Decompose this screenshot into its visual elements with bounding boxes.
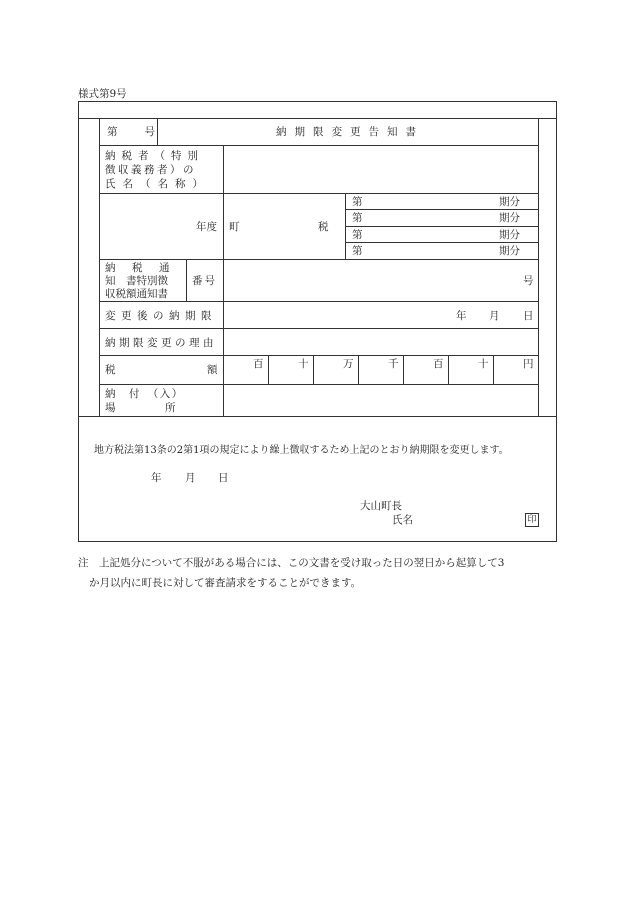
amount-unit: 十 <box>298 358 309 370</box>
issue-year-unit: 年 <box>151 472 162 484</box>
tax-label: 税 <box>318 221 329 233</box>
payment-place-label-line2: 場 所 <box>105 402 177 414</box>
number-field-label: 番号 <box>192 275 217 287</box>
amount-unit: 千 <box>388 358 399 370</box>
issuer-title: 大山町長 <box>360 500 402 512</box>
period-prefix: 第 <box>352 229 363 241</box>
number-suffix: 号 <box>523 275 534 287</box>
taxpayer-label-line1: 納税者（特別 <box>105 150 204 162</box>
taxpayer-label-line2: 徴収義務者）の <box>105 164 196 176</box>
new-deadline-label: 変更後の納期限 <box>105 310 217 322</box>
notice-label-line1: 納 税 通 <box>105 262 173 274</box>
reason-field[interactable] <box>224 329 538 355</box>
period-prefix: 第 <box>352 245 363 257</box>
period-suffix: 期分 <box>499 196 520 208</box>
tax-amount-label-left: 税 <box>105 364 116 376</box>
notice-label-line2: 知 書特別徴 <box>105 275 168 287</box>
deadline-year-unit: 年 <box>456 310 467 322</box>
reason-label: 納期限変更の理由 <box>105 337 217 349</box>
tax-amount-label-right: 額 <box>207 364 218 376</box>
note-line2: か月以内に町長に対して審査請求をすることができます。 <box>89 577 362 589</box>
period-suffix: 期分 <box>499 212 520 224</box>
taxpayer-name-field[interactable] <box>224 146 538 193</box>
payment-place-label-line1: 納 付 （入） <box>105 388 184 400</box>
year-label: 年度 <box>196 221 217 233</box>
period-suffix: 期分 <box>499 245 520 257</box>
note-line1: 注 上記処分について不服がある場合には、この文書を受け取った日の翌日から起算して3 <box>78 557 505 569</box>
statement-text: 地方税法第13条の2第1項の規定により繰上徴収するため上記のとおり納期限を変更します。 <box>94 445 509 456</box>
town-label: 町 <box>229 221 240 233</box>
deadline-month-unit: 月 <box>489 310 500 322</box>
notice-label-line3: 収税額通知書 <box>105 288 168 300</box>
number-label: 第 号 <box>107 126 157 138</box>
seal-mark: 印 <box>525 513 539 527</box>
taxpayer-label-line3: 氏名（名称） <box>105 178 210 190</box>
form-number: 様式第9号 <box>78 88 127 100</box>
issue-month-unit: 月 <box>185 472 196 484</box>
issue-day-unit: 日 <box>218 472 229 484</box>
amount-unit: 円 <box>523 358 534 370</box>
payment-place-field[interactable] <box>224 385 538 416</box>
name-label: 氏名 <box>392 514 413 526</box>
amount-unit: 百 <box>433 358 444 370</box>
document-title: 納期限変更告知書 <box>276 126 424 138</box>
amount-unit: 百 <box>253 358 264 370</box>
deadline-day-unit: 日 <box>523 310 534 322</box>
amount-unit: 十 <box>478 358 489 370</box>
period-prefix: 第 <box>352 212 363 224</box>
period-prefix: 第 <box>352 196 363 208</box>
amount-unit: 万 <box>343 358 354 370</box>
period-suffix: 期分 <box>499 229 520 241</box>
